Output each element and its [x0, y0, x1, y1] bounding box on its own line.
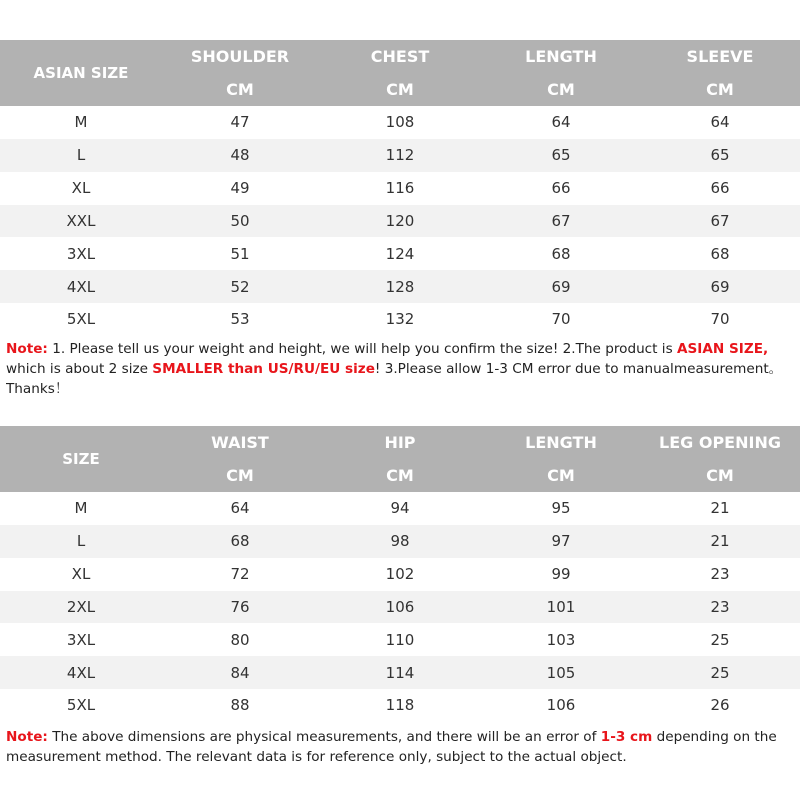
column-name: WAIST: [211, 433, 269, 452]
bottom-table-body: [0, 492, 800, 722]
column-unit: CM: [386, 80, 414, 99]
length-cell: 106: [546, 696, 576, 715]
waist-cell: 88: [230, 696, 250, 715]
chest-cell: 116: [385, 179, 415, 198]
table-row: [0, 270, 800, 303]
note-label: Note:: [6, 729, 48, 745]
leg-opening-cell: 23: [710, 565, 730, 584]
column-unit: CM: [706, 80, 734, 99]
column-unit: CM: [386, 466, 414, 485]
column-unit: CM: [706, 466, 734, 485]
table-row: [0, 106, 800, 139]
top-size-table: [0, 40, 800, 336]
length-cell: 103: [546, 630, 576, 649]
length-cell: 67: [551, 211, 571, 230]
waist-cell: 80: [230, 630, 250, 649]
size-cell: 5XL: [66, 696, 96, 715]
bottom-note: [6, 727, 796, 767]
size-cell: XL: [71, 565, 91, 584]
leg-opening-cell: 21: [710, 499, 730, 518]
length-cell: 95: [551, 499, 571, 518]
top-row-header: ASIAN SIZE: [33, 64, 129, 82]
waist-cell: 64: [230, 499, 250, 518]
length-cell: 64: [551, 113, 571, 132]
length-cell: 65: [551, 146, 571, 165]
sleeve-cell: 64: [710, 113, 730, 132]
bottom-row-header: SIZE: [62, 450, 100, 468]
table-row: [0, 237, 800, 270]
size-cell: L: [76, 146, 86, 165]
note-highlight: 1-3 cm: [600, 729, 653, 745]
sleeve-cell: 69: [710, 277, 730, 296]
waist-cell: 72: [230, 565, 250, 584]
top-table-header: [0, 40, 800, 106]
length-cell: 101: [546, 597, 576, 616]
hip-cell: 110: [385, 630, 415, 649]
bottom-size-table: [0, 426, 800, 722]
hip-cell: 94: [390, 499, 410, 518]
bottom-col-length: [482, 426, 640, 492]
size-cell: 4XL: [66, 663, 96, 682]
note-text: 1. Please tell us your weight and height, we will help you confirm the size! 2.The product is: [47, 341, 677, 357]
column-name: SHOULDER: [190, 47, 290, 66]
waist-cell: 68: [230, 532, 250, 551]
leg-opening-cell: 21: [710, 532, 730, 551]
table-row: [0, 623, 800, 656]
table-row: [0, 172, 800, 205]
length-cell: 70: [551, 310, 571, 329]
shoulder-cell: 48: [230, 146, 250, 165]
length-cell: 105: [546, 663, 576, 682]
hip-cell: 106: [385, 597, 415, 616]
note-label: Note:: [6, 341, 48, 357]
column-name: LENGTH: [525, 47, 597, 66]
size-cell: 3XL: [66, 630, 96, 649]
size-cell: XXL: [66, 211, 96, 230]
column-name: CHEST: [370, 47, 430, 66]
table-row: [0, 303, 800, 336]
bottom-col-waist: [162, 426, 318, 492]
column-unit: CM: [226, 466, 254, 485]
column-name: HIP: [384, 433, 416, 452]
table-row: [0, 656, 800, 689]
size-cell: 3XL: [66, 244, 96, 263]
column-unit: CM: [547, 466, 575, 485]
bottom-col-leg-opening: [640, 426, 800, 492]
table-row: [0, 558, 800, 591]
shoulder-cell: 49: [230, 179, 250, 198]
leg-opening-cell: 25: [710, 630, 730, 649]
note-highlight: SMALLER than US/RU/EU size: [152, 361, 375, 377]
top-col-sleeve: [640, 40, 800, 106]
bottom-table-header: [0, 426, 800, 492]
shoulder-cell: 53: [230, 310, 250, 329]
size-cell: XL: [71, 179, 91, 198]
size-cell: L: [76, 532, 86, 551]
top-col-chest: [318, 40, 482, 106]
column-name: LENGTH: [525, 433, 597, 452]
top-col-length: [482, 40, 640, 106]
table-row: [0, 139, 800, 172]
hip-cell: 114: [385, 663, 415, 682]
size-cell: M: [74, 113, 88, 132]
top-table-body: [0, 106, 800, 336]
table-row: [0, 689, 800, 722]
length-cell: 97: [551, 532, 571, 551]
size-cell: 2XL: [66, 597, 96, 616]
shoulder-cell: 47: [230, 113, 250, 132]
chest-cell: 128: [385, 277, 415, 296]
sleeve-cell: 68: [710, 244, 730, 263]
sleeve-cell: 67: [710, 211, 730, 230]
note-text: depending on the measurement method. The relevant data is for reference only, subject to the actual object.: [6, 729, 777, 765]
column-unit: CM: [547, 80, 575, 99]
leg-opening-cell: 23: [710, 597, 730, 616]
top-note: [6, 339, 796, 395]
bottom-col-hip: [318, 426, 482, 492]
leg-opening-cell: 25: [710, 663, 730, 682]
column-name: SLEEVE: [686, 47, 754, 66]
sleeve-cell: 66: [710, 179, 730, 198]
hip-cell: 98: [390, 532, 410, 551]
table-row: [0, 591, 800, 624]
sleeve-cell: 70: [710, 310, 730, 329]
chest-cell: 108: [385, 113, 415, 132]
size-cell: M: [74, 499, 88, 518]
note-text: ! 3.Please allow 1-3 CM error due to manualmeasurement。Thanks！: [6, 361, 783, 395]
chest-cell: 112: [385, 146, 415, 165]
waist-cell: 76: [230, 597, 250, 616]
chest-cell: 132: [385, 310, 415, 329]
leg-opening-cell: 26: [710, 696, 730, 715]
waist-cell: 84: [230, 663, 250, 682]
shoulder-cell: 50: [230, 211, 250, 230]
note-highlight: ASIAN SIZE,: [677, 341, 769, 357]
size-cell: 5XL: [66, 310, 96, 329]
top-col-shoulder: [162, 40, 318, 106]
length-cell: 69: [551, 277, 571, 296]
shoulder-cell: 51: [230, 244, 250, 263]
length-cell: 68: [551, 244, 571, 263]
length-cell: 99: [551, 565, 571, 584]
hip-cell: 118: [385, 696, 415, 715]
column-unit: CM: [226, 80, 254, 99]
length-cell: 66: [551, 179, 571, 198]
chest-cell: 120: [385, 211, 415, 230]
table-row: [0, 492, 800, 525]
table-row: [0, 205, 800, 238]
sleeve-cell: 65: [710, 146, 730, 165]
column-name: LEG OPENING: [659, 433, 781, 452]
table-row: [0, 525, 800, 558]
size-cell: 4XL: [66, 277, 96, 296]
chest-cell: 124: [385, 244, 415, 263]
note-text: The above dimensions are physical measurements, and there will be an error of: [47, 729, 601, 745]
hip-cell: 102: [385, 565, 415, 584]
shoulder-cell: 52: [230, 277, 250, 296]
note-text: which is about 2 size: [6, 361, 153, 377]
